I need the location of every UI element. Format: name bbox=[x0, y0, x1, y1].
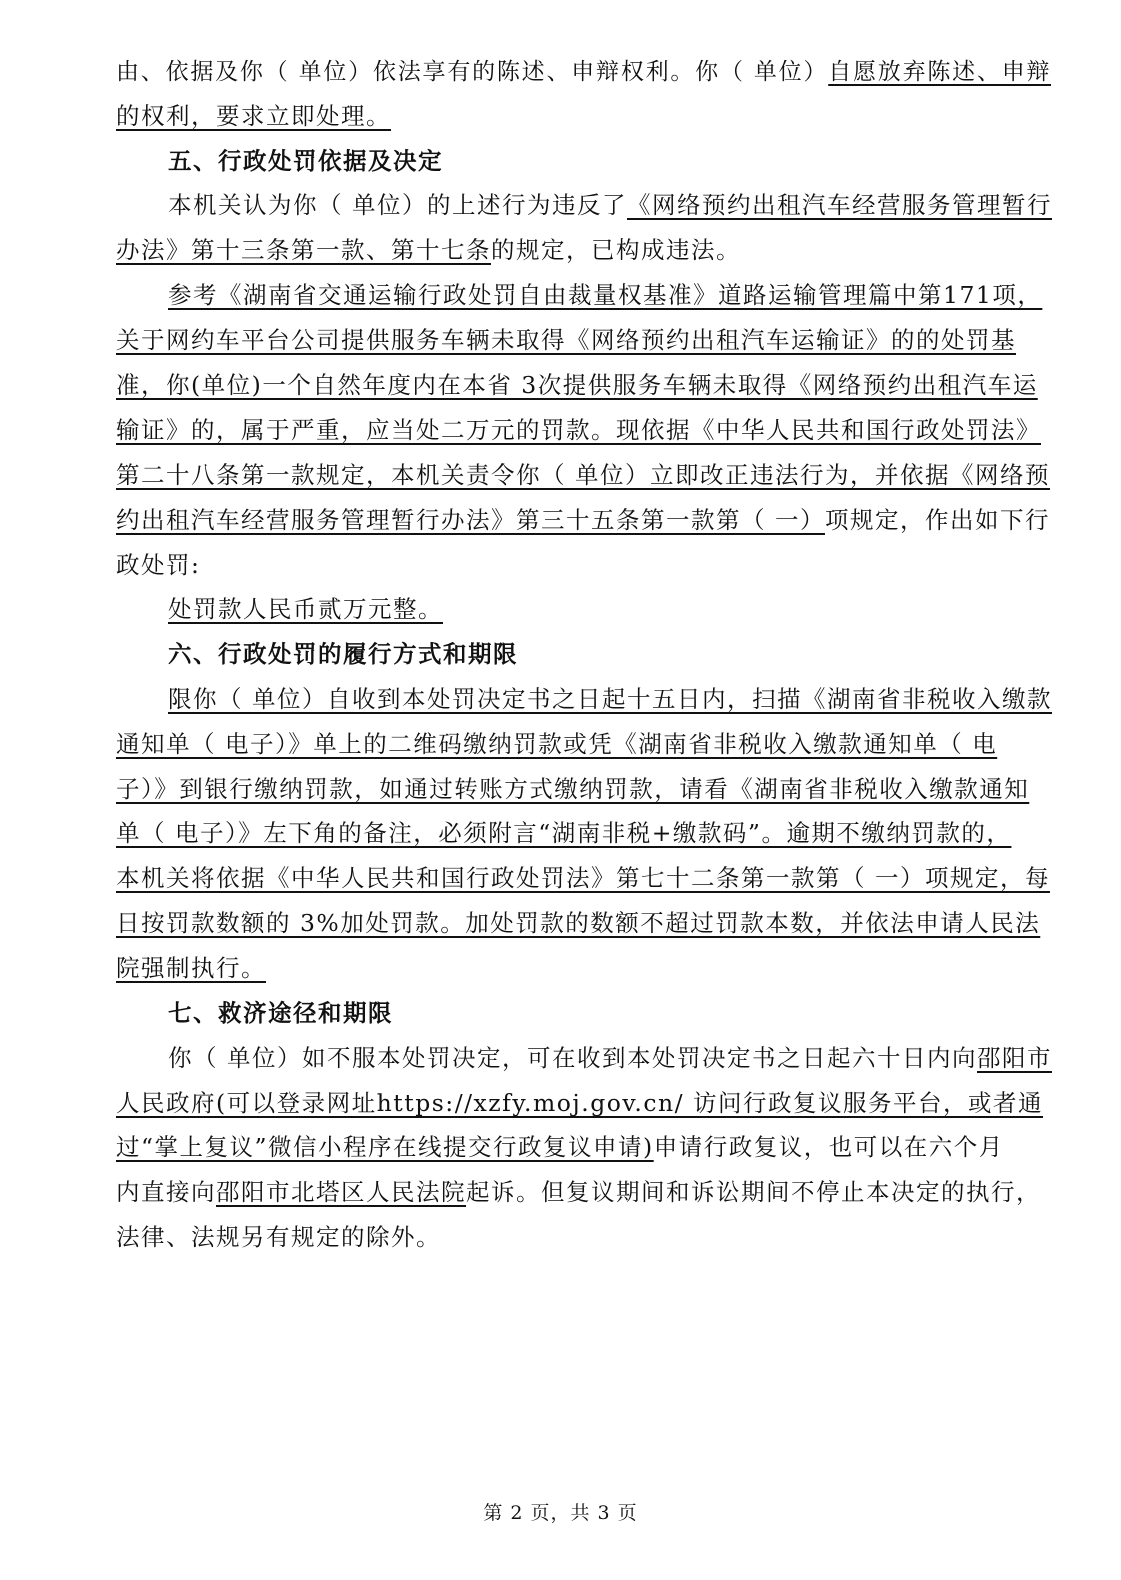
text-run: 法律、法规另有规定的除外。 bbox=[116, 1223, 441, 1251]
filled-field: 办法》第十三条第一款、第十七条 bbox=[116, 236, 491, 264]
paragraph-line bbox=[168, 280, 1051, 310]
filled-field: 参考《湖南省交通运输行政处罚自由裁量权基准》道路运输管理篇中第171项， bbox=[168, 281, 1043, 309]
filled-field: 自愿放弃陈述、申辩 bbox=[828, 59, 1052, 85]
text-run: 内直接向 bbox=[116, 1178, 216, 1206]
filled-field: 邵阳市北塔区人民法院 bbox=[216, 1178, 466, 1206]
section-heading-5: 五、行政处罚依据及决定 bbox=[168, 147, 443, 175]
paragraph-line bbox=[116, 953, 1051, 983]
filled-field: 准，你(单位)一个自然年度内在本省 3次提供服务车辆未取得《网络预约出租汽车运 bbox=[116, 371, 1038, 399]
text-run: 起诉。但复议期间和诉讼期间不停止本决定的执行， bbox=[466, 1178, 1041, 1206]
paragraph-line bbox=[116, 101, 1051, 131]
paragraph-line bbox=[116, 729, 1051, 759]
filled-field: 关于网约车平台公司提供服务车辆未取得《网络预约出租汽车运输证》的的处罚基 bbox=[116, 326, 1016, 354]
filled-field: 通知单（ 电子）》单上的二维码缴纳罚款或凭《湖南省非税收入缴款通知单（ 电 bbox=[116, 730, 998, 758]
paragraph-line bbox=[116, 774, 1051, 804]
section-heading-7: 七、救济途径和期限 bbox=[168, 999, 393, 1027]
section-heading-6: 六、行政处罚的履行方式和期限 bbox=[168, 640, 518, 668]
paragraph-line bbox=[116, 370, 1051, 400]
paragraph-line bbox=[116, 325, 1051, 355]
filled-field: 限你（ 单位）自收到本处罚决定书之日起十五日内，扫描《湖南省非税收入缴款 bbox=[168, 685, 1052, 713]
paragraph-line bbox=[168, 1043, 1051, 1073]
paragraph-line bbox=[116, 415, 1051, 445]
paragraph-line bbox=[116, 460, 1051, 490]
text-run: 政处罚: bbox=[116, 551, 201, 579]
filled-field: 《网络预约出租汽车经营服务管理暂行 bbox=[626, 191, 1052, 219]
filled-field: 并依据《网络预 bbox=[874, 461, 1050, 489]
filled-field: 人民政府(可以登录网址https://xzfy.moj.gov.cn/ 访问行政复议服务平台，或者通 bbox=[116, 1089, 1044, 1117]
paragraph-line bbox=[168, 684, 1051, 714]
paragraph-line bbox=[168, 190, 1051, 220]
filled-field: 现依据《中华人民共和国行政处罚法》 bbox=[616, 416, 1041, 444]
paragraph-line bbox=[116, 1088, 1051, 1118]
filled-field: 处罚款人民币贰万元整。 bbox=[168, 595, 443, 623]
paragraph-line bbox=[116, 1132, 1051, 1162]
filled-field: 第二十八条第一款规定，本机关责令你（ 单位）立即改正违法行为， bbox=[116, 461, 875, 489]
text-run: 的规定，已构成违法。 bbox=[491, 236, 741, 264]
filled-field: 日按罚款数额的 3%加处罚款。加处罚款的数额不超过罚款本数，并依法申请人民法 bbox=[116, 909, 1041, 937]
filled-field: 输证》的，属于严重，应当处二万元的罚款。 bbox=[116, 416, 616, 444]
paragraph-line bbox=[116, 818, 1051, 848]
paragraph-line bbox=[116, 863, 1051, 893]
text-run: 申请行政复议，也可以在六个月 bbox=[653, 1133, 1004, 1161]
page-number: 第 2 页，共 3 页 bbox=[483, 1502, 638, 1524]
text-run: 你（ 单位）如不服本处罚决定，可在收到本处罚决定书之日起六十日内向 bbox=[168, 1044, 977, 1072]
filled-field: 过“掌上复议”微信小程序在线提交行政复议申请) bbox=[116, 1133, 654, 1161]
paragraph-line bbox=[116, 550, 1051, 580]
text-run: 项规定，作出如下行 bbox=[824, 506, 1050, 534]
filled-field: 子）》到银行缴纳罚款，如通过转账方式缴纳罚款，请看《湖南省非税收入缴款通知 bbox=[116, 775, 1030, 803]
filled-field: 单（ 电子）》左下角的备注，必须附言“湖南非税+缴款码”。逾期不缴纳罚款的， bbox=[116, 819, 1012, 847]
paragraph-line bbox=[168, 594, 1051, 624]
filled-field: 约出租汽车经营服务管理暂行办法》第三十五条第一款第（ 一） bbox=[116, 506, 825, 534]
paragraph-line bbox=[116, 1222, 1051, 1252]
paragraph-line bbox=[116, 235, 1051, 265]
paragraph-line bbox=[116, 505, 1051, 535]
filled-field: 的权利，要求立即处理。 bbox=[116, 102, 391, 130]
text-run: 由、依据及你（ 单位）依法享有的陈述、申辩权利。你（ 单位） bbox=[116, 59, 829, 85]
filled-field: 院强制执行。 bbox=[116, 954, 266, 982]
filled-field: 邵阳市 bbox=[976, 1044, 1052, 1072]
text-run: 本机关认为你（ 单位）的上述行为违反了 bbox=[168, 191, 627, 219]
paragraph-line bbox=[116, 1177, 1051, 1207]
filled-field: 本机关将依据《中华人民共和国行政处罚法》第七十二条第一款第（ 一）项规定，每 bbox=[116, 864, 1050, 892]
paragraph-line bbox=[116, 57, 1051, 87]
paragraph-line bbox=[116, 908, 1051, 938]
